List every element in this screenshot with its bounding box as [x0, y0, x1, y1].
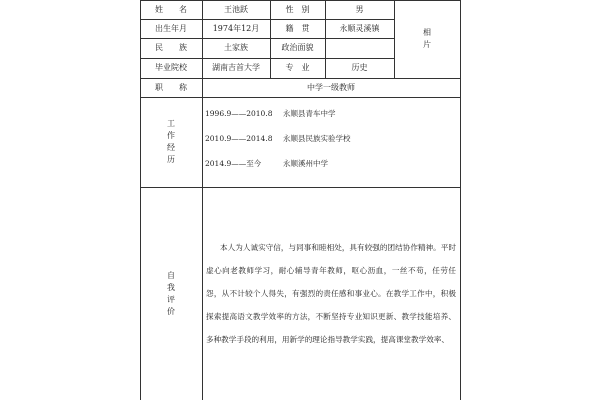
work-label-char: 作 — [167, 131, 175, 140]
major-label: 专 业 — [285, 63, 310, 72]
political-label: 政治面貌 — [281, 43, 314, 52]
origin-label: 籍 贯 — [285, 23, 310, 33]
birth-value: 1974年12月 — [212, 23, 260, 33]
birth-label: 出生年月 — [155, 23, 187, 33]
work-entry — [205, 108, 336, 119]
name-value: 王池跃 — [224, 4, 248, 14]
work-label-char: 经 — [167, 143, 175, 152]
work-period: 2010.9——2014.8 — [205, 134, 273, 143]
rule-right — [460, 0, 461, 400]
self-evaluation-label — [140, 187, 202, 400]
self-evaluation-text: 本人为人诚实守信，与同事和睦相处，具有较强的团结协作精神。平时虚心向老教师学习，耐心辅导青年教师，呕心沥血，一丝不苟，任劳任怨，从不计较个人得失，有强烈的责任感和事业心。在教学工作中，积极探索提高语文教学效率的方法，不断坚持专业知识更新、教学技能培养、多种教学手段的利用，用新学的理论指导教学实践，提高课堂教学效率、 — [206, 243, 456, 344]
work-label-char: 工 — [167, 119, 175, 128]
photo-placeholder — [394, 0, 460, 78]
school-value: 湖南吉首大学 — [212, 63, 260, 72]
eval-label-char: 自 — [167, 270, 175, 280]
work-history-label — [140, 97, 202, 187]
resume-form — [140, 0, 460, 400]
political-value — [325, 38, 394, 58]
gender-label: 性 别 — [285, 4, 310, 14]
work-entry — [205, 133, 351, 144]
school-label: 毕业院校 — [155, 63, 187, 72]
major-value: 历史 — [351, 63, 368, 72]
work-place: 永顺县青车中学 — [283, 109, 336, 118]
origin-value: 永顺灵溪镇 — [339, 23, 380, 33]
eval-label-char: 评 — [167, 294, 175, 304]
work-period: 1996.9——2010.8 — [205, 109, 273, 118]
title-value: 中学一级教师 — [307, 82, 355, 92]
ethnicity-value: 土家族 — [224, 43, 248, 52]
name-label: 姓 名 — [155, 4, 187, 14]
photo-label-char: 相 — [423, 28, 431, 37]
work-place: 永顺溪州中学 — [283, 159, 328, 168]
photo-label-char: 片 — [423, 40, 431, 49]
work-entry — [205, 158, 328, 169]
work-label-char: 历 — [167, 155, 175, 164]
work-period: 2014.9——至今 — [205, 159, 262, 168]
title-label: 职 称 — [155, 82, 187, 92]
work-place: 永顺县民族实验学校 — [283, 134, 351, 143]
gender-value: 男 — [355, 4, 364, 14]
eval-label-char: 我 — [167, 282, 175, 292]
ethnicity-label: 民 族 — [155, 43, 187, 52]
eval-label-char: 价 — [167, 306, 175, 316]
